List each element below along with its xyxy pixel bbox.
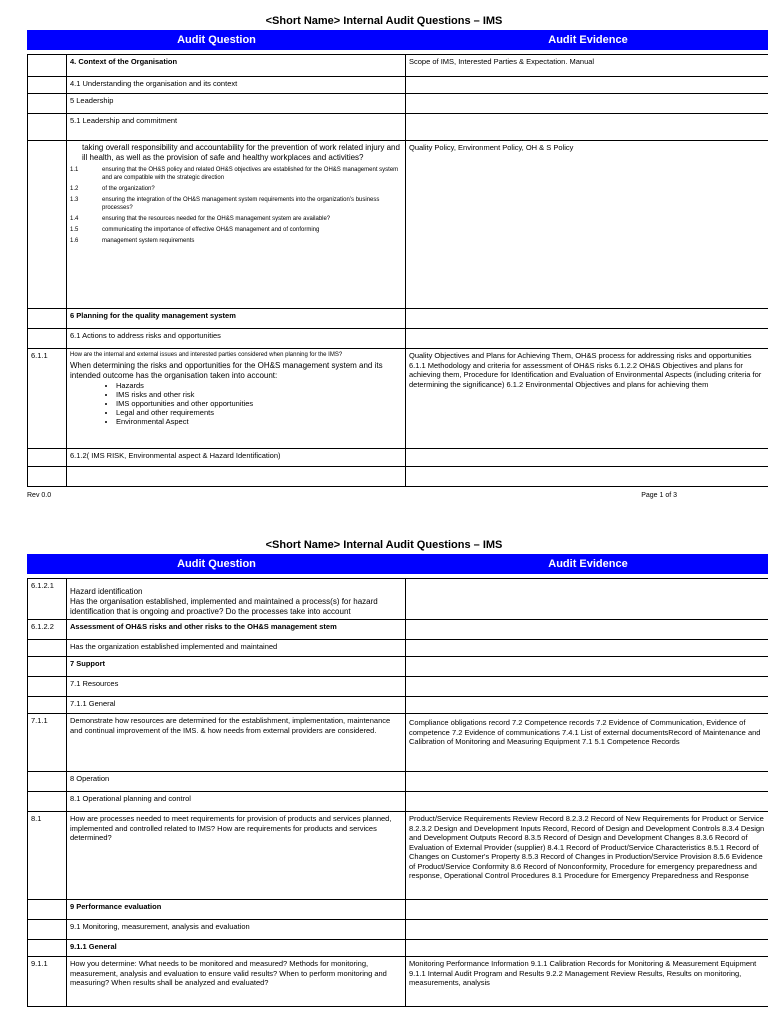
subsection-heading: 9.1 Monitoring, measurement, analysis and evaluation <box>67 920 406 940</box>
table-row <box>28 309 768 329</box>
question-cell: How are the internal and external issues and interested parties considered when planning for the IMS? When determining the risks and opportunities for the OH&S management system and its intended outcome has the organisation taken into account: • Hazards • IMS risks and other risk • IMS opportunities and other opportunities • Legal and other requirements • Environmental Aspect <box>67 349 406 449</box>
cell-number: 8.1 <box>28 812 67 900</box>
cell-number: 6.1.2.1 <box>28 579 67 620</box>
question-cell: Demonstrate how resources are determined for the establishment, implementation, maintenance and continual improvement of the IMS. & how needs from external providers are considered. <box>67 714 406 772</box>
table-row <box>28 920 768 940</box>
evidence-cell: Product/Service Requirements Review Record 8.2.3.2 Record of New Requirements for Product or Service 8.2.3.2 Design and Development Inputs Record, Record of Design and Development Controls 8.3.4 Design and Development Outputs Record 8.3.5 Record of Design and Development Changes 8.3.6 Record of Evaluation of External Provider (supplier) 8.4.1 Record of Product/Service Characteristics 8.5.1 Record of Changes on Customer's Property 8.5.3 Record of Changes in Production/Service Provision 8.5.6 Evidence of Product/Service Conformity 8.6 Record of Nonconformity, Procedure for emergency preparedness and response, Operational Control Procedures 8.1 Procedure for Emergency Preparedness and Response <box>406 812 768 900</box>
audit-table-1 <box>27 54 768 487</box>
col-audit-question: Audit Question <box>177 34 256 46</box>
table-row <box>28 77 768 94</box>
subsection-heading: 5.1 Leadership and commitment <box>67 114 406 141</box>
table-row <box>28 940 768 957</box>
doc-title: <Short Name> Internal Audit Questions – IMS <box>265 15 503 27</box>
evidence-cell: Scope of IMS, Interested Parties & Expectation. Manual <box>406 55 768 77</box>
list-item: • Hazards <box>116 381 402 390</box>
evidence-cell: Compliance obligations record 7.2 Competence records 7.2 Evidence of Communication, Evidence of competence 7.2 Evidence of communications 7.4.1 List of external documentsRecord of Maintenance and Calibration of Monitoring and Measuring Equipment 7.1 5.1 Competence Records <box>406 714 768 772</box>
subsection-heading: 7.1.1 General <box>67 697 406 714</box>
subsection-heading: 6.1.2( IMS RISK, Environmental aspect & Hazard Identification) <box>67 449 406 467</box>
table-row <box>28 55 768 77</box>
table-row <box>28 329 768 349</box>
table-row <box>28 677 768 697</box>
col-audit-evidence: Audit Evidence <box>548 558 628 570</box>
col-audit-question: Audit Question <box>177 558 256 570</box>
subsection-heading: 7.1 Resources <box>67 677 406 697</box>
cell-number: 6.1.2.2 <box>28 620 67 640</box>
section-heading: 6 Planning for the quality management system <box>67 309 406 329</box>
cell-number: 6.1.1 <box>28 349 67 449</box>
table-row <box>28 349 768 449</box>
table-row <box>28 657 768 677</box>
subsection-heading: Assessment of OH&S risks and other risks to the OH&S management stem <box>67 620 406 640</box>
revision-label: Rev 0.0 <box>27 492 52 499</box>
list-item: 1.5 communicating the importance of effective OH&S management and of conforming <box>70 227 320 233</box>
section-heading: 9 Performance evaluation <box>67 900 406 920</box>
audit-table-2 <box>27 578 768 1007</box>
question-cell: How are processes needed to meet requirements for provision of products and services planned, implemented and controlled related to IMS? How are requirements for products and services determined? <box>67 812 406 900</box>
doc-title: <Short Name> Internal Audit Questions – IMS <box>265 539 503 551</box>
subsection-heading: 9.1.1 General <box>67 940 406 957</box>
list-item: 1.6 management system requirements <box>70 238 195 244</box>
cell-number: 7.1.1 <box>28 714 67 772</box>
col-audit-evidence: Audit Evidence <box>548 34 628 46</box>
table-row <box>28 812 768 900</box>
table-row <box>28 900 768 920</box>
evidence-cell: Quality Objectives and Plans for Achieving Them, OH&S process for addressing risks and opportunities 6.1.1 Methodology and criteria for assessment of OH&S risks 6.1.2.2 OH&S Objectives and plans for achieving them, Procedure for Identification and Evaluation of Environmental Aspects (including criteria for determining the significance) 6.1.2 Environmental Objectives and plans for achieving them <box>406 349 768 449</box>
list-item: 1.2 of the organization? <box>70 186 155 192</box>
question-cell: Hazard identification Has the organisation established, implemented and maintained a process(s) for hazard identification that is ongoing and proactive? Do the processes take into account <box>67 579 406 620</box>
page-2 <box>0 537 768 1007</box>
subsection-heading: 4.1 Understanding the organisation and its context <box>67 77 406 94</box>
cell-number <box>28 55 67 77</box>
section-heading: 7 Support <box>67 657 406 677</box>
table-row <box>28 640 768 657</box>
table-row <box>28 697 768 714</box>
list-item: • Environmental Aspect <box>116 417 402 426</box>
cell-number: 9.1.1 <box>28 957 67 1007</box>
table-row <box>28 114 768 141</box>
table-row <box>28 449 768 467</box>
question-intro: taking overall responsibility and accountability for the prevention of work related injury and ill health, as well as the provision of safe and healthy workplaces and activities? <box>82 143 400 162</box>
list-item: 1.4 ensuring that the resources needed for the OH&S management system are available? <box>70 216 331 222</box>
subsection-heading: 6.1 Actions to address risks and opportunities <box>67 329 406 349</box>
table-row <box>28 94 768 114</box>
table-row <box>28 141 768 309</box>
table-row <box>28 579 768 620</box>
page-footer <box>27 492 677 499</box>
column-header-bar <box>27 30 768 50</box>
page-number: Page 1 of 3 <box>641 492 677 499</box>
list-item: • Legal and other requirements <box>116 408 402 417</box>
evidence-cell: Monitoring Performance Information 9.1.1 Calibration Records for Monitoring & Measurement Equipment 9.1.1 Internal Audit Program and Results 9.2.2 Management Review Results, Results on monitoring, measurements, analysis <box>406 957 768 1007</box>
table-row <box>28 772 768 792</box>
subsection-heading: 8.1 Operational planning and control <box>67 792 406 812</box>
evidence-cell: Quality Policy, Environment Policy, OH & S Policy <box>406 141 768 309</box>
section-heading: 8 Operation <box>67 772 406 792</box>
list-item: 1.1 ensuring that the OH&S policy and related OH&S objectives are established for the OH&S management system and are compatible with the strategic direction <box>70 167 399 181</box>
table-row <box>28 467 768 487</box>
page-1 <box>0 0 768 499</box>
table-row <box>28 957 768 1007</box>
question-cell <box>67 141 406 309</box>
question-cell: How you determine: What needs to be monitored and measured? Methods for monitoring, measurement, analysis and evaluation to ensure valid results? When to perform monitoring and measuring? When results shall be analyzed and evaluated? <box>67 957 406 1007</box>
section-heading: 4. Context of the Organisation <box>67 55 406 77</box>
column-header-bar <box>27 554 768 574</box>
list-item: • IMS opportunities and other opportunities <box>116 399 402 408</box>
table-row <box>28 792 768 812</box>
table-row <box>28 714 768 772</box>
question-cell: Has the organization established implemented and maintained <box>67 640 406 657</box>
list-item: • IMS risks and other risk <box>116 390 402 399</box>
section-heading: 5 Leadership <box>67 94 406 114</box>
table-row <box>28 620 768 640</box>
list-item: 1.3 ensuring the integration of the OH&S management system requirements into the organization’s business processes? <box>70 197 380 211</box>
risk-bullet-list <box>116 381 402 426</box>
